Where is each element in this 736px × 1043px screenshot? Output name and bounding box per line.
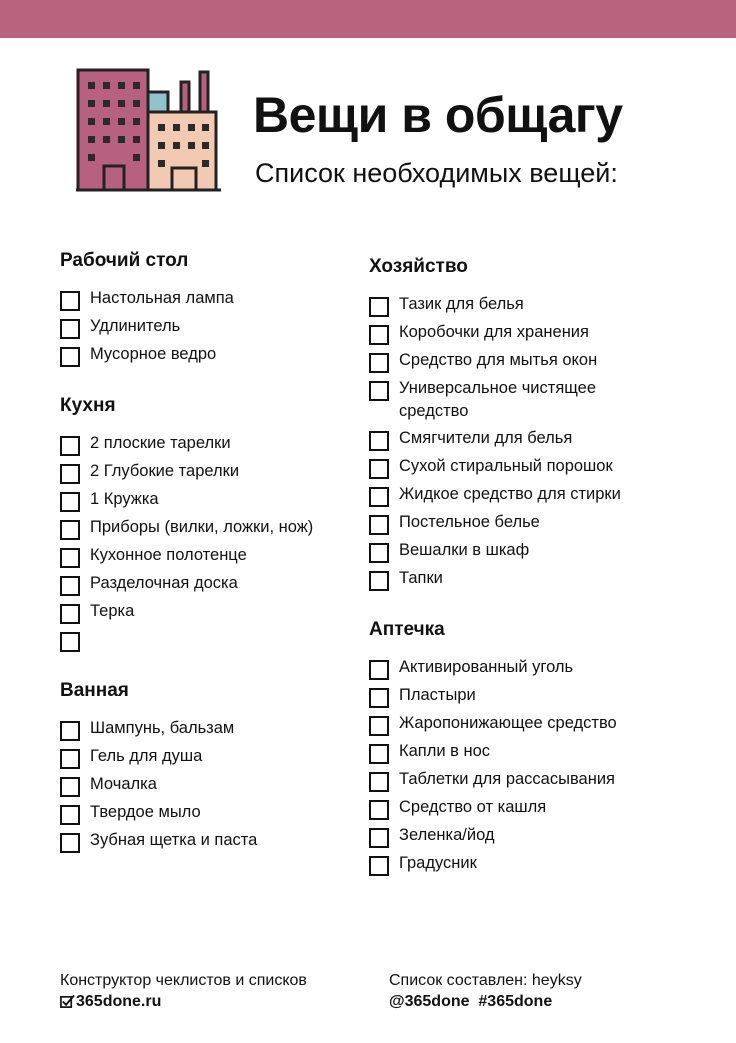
item-label: Кухонное полотенце: [90, 546, 247, 564]
checkbox[interactable]: [60, 347, 80, 367]
checklist-item[interactable]: [60, 435, 380, 456]
section-bathroom: [60, 680, 380, 853]
item-label: Жаропонижающее средство: [399, 714, 617, 732]
section-desk: [60, 250, 380, 367]
section-title: Кухня: [60, 395, 116, 416]
item-label: Зеленка/йод: [399, 826, 495, 844]
item-label: 2 Глубокие тарелки: [90, 462, 240, 480]
checkbox[interactable]: [60, 436, 80, 456]
checklist-item[interactable]: [369, 799, 669, 820]
checklist-item[interactable]: [369, 296, 669, 317]
checklist-item[interactable]: [369, 570, 669, 591]
checklist-item[interactable]: [369, 486, 669, 507]
item-label: Тапки: [399, 569, 443, 587]
checkbox[interactable]: [60, 291, 80, 311]
checkbox[interactable]: [60, 632, 80, 652]
checkbox[interactable]: [60, 805, 80, 825]
item-label: Шампунь, бальзам: [90, 719, 235, 737]
page-title: Вещи в общагу: [253, 87, 623, 143]
checklist-item[interactable]: [369, 687, 669, 708]
checkbox[interactable]: [369, 828, 389, 848]
checklist-item[interactable]: [369, 324, 669, 345]
checkbox[interactable]: [369, 487, 389, 507]
item-label: Универсальное чистящее средство: [399, 379, 597, 420]
checklist-item[interactable]: [60, 491, 380, 512]
checkbox[interactable]: [60, 777, 80, 797]
section-title: Хозяйство: [369, 256, 468, 277]
section-title: Ванная: [60, 680, 129, 701]
checklist-item[interactable]: [369, 855, 669, 876]
section-first-aid: [369, 619, 669, 876]
checklist-item[interactable]: [369, 380, 669, 423]
hashtags: @365done #365done: [389, 993, 553, 1010]
page-subtitle: Список необходимых вещей:: [255, 158, 618, 188]
item-label: 1 Кружка: [90, 490, 159, 508]
item-label: Настольная лампа: [90, 289, 234, 307]
checklist-item[interactable]: [369, 430, 669, 451]
section-title: Рабочий стол: [60, 250, 189, 271]
left-column: [60, 250, 380, 881]
item-label: Зубная щетка и паста: [90, 831, 258, 849]
checkbox[interactable]: [369, 459, 389, 479]
checklist-item[interactable]: [60, 346, 380, 367]
site-link[interactable]: [60, 991, 307, 1012]
checkbox[interactable]: [369, 772, 389, 792]
item-label: Постельное белье: [399, 513, 540, 531]
checkbox[interactable]: [60, 576, 80, 596]
checkbox[interactable]: [369, 325, 389, 345]
checkbox[interactable]: [369, 515, 389, 535]
checklist-item[interactable]: [60, 776, 380, 797]
checkbox[interactable]: [60, 833, 80, 853]
item-label: Гель для душа: [90, 747, 203, 765]
checkbox[interactable]: [60, 319, 80, 339]
checklist-item[interactable]: [60, 603, 380, 624]
item-label: Активированный уголь: [399, 658, 574, 676]
checkbox[interactable]: [369, 856, 389, 876]
item-label: Капли в нос: [399, 742, 491, 760]
checklist-item[interactable]: [60, 547, 380, 568]
item-label: Жидкое средство для стирки: [399, 485, 621, 503]
checklist-item[interactable]: [369, 458, 669, 479]
checkbox[interactable]: [369, 571, 389, 591]
item-label: Сухой стиральный порошок: [399, 457, 613, 475]
item-label: Таблетки для рассасывания: [399, 770, 615, 788]
item-label: 2 плоские тарелки: [90, 434, 231, 452]
item-label: Тазик для белья: [399, 295, 524, 313]
checklist-item[interactable]: [369, 542, 669, 563]
checklist-item[interactable]: [60, 463, 380, 484]
checkbox[interactable]: [369, 543, 389, 563]
checklist-item[interactable]: [369, 514, 669, 535]
section-household: [369, 256, 669, 591]
checklist-item[interactable]: [60, 318, 380, 339]
item-label: Средство от кашля: [399, 798, 547, 816]
checklist-item[interactable]: [369, 352, 669, 373]
checkbox[interactable]: [60, 721, 80, 741]
checkbox[interactable]: [60, 464, 80, 484]
item-label: Твердое мыло: [90, 803, 201, 821]
footer-caption: Конструктор чеклистов и списков: [60, 972, 307, 989]
top-accent-bar: [0, 0, 736, 38]
checkbox[interactable]: [60, 520, 80, 540]
item-label: Градусник: [399, 854, 477, 872]
checkmark-box-icon: [60, 994, 75, 1009]
footer-left: [60, 970, 307, 1012]
checkbox[interactable]: [60, 604, 80, 624]
checklist-item[interactable]: [60, 804, 380, 825]
item-label: Мусорное ведро: [90, 345, 217, 363]
checklist-item[interactable]: [60, 720, 380, 741]
dormitory-building-icon: [76, 68, 221, 194]
checklist-item[interactable]: [60, 290, 380, 311]
section-kitchen: [60, 395, 380, 652]
checklist-item[interactable]: [369, 743, 669, 764]
item-label: Приборы (вилки, ложки, нож): [90, 518, 314, 536]
checkbox[interactable]: [60, 749, 80, 769]
checklist-item[interactable]: [60, 519, 380, 540]
checklist-item[interactable]: [60, 575, 380, 596]
item-label: Средство для мытья окон: [399, 351, 598, 369]
checklist-item[interactable]: [369, 827, 669, 848]
author-credit: Список составлен: heyksy: [389, 972, 582, 989]
checkbox[interactable]: [369, 688, 389, 708]
item-label: Коробочки для хранения: [399, 323, 589, 341]
item-label: Разделочная доска: [90, 574, 238, 592]
checklist-item[interactable]: [60, 832, 380, 853]
checkbox[interactable]: [369, 431, 389, 451]
item-label: Удлинитель: [90, 317, 181, 335]
checkbox[interactable]: [369, 381, 389, 401]
item-label: Вешалки в шкаф: [399, 541, 530, 559]
checkbox[interactable]: [60, 548, 80, 568]
checkbox[interactable]: [369, 744, 389, 764]
section-title: Аптечка: [369, 619, 445, 640]
site-label: 365done.ru: [76, 993, 162, 1010]
checklist-item[interactable]: [369, 771, 669, 792]
item-label: Мочалка: [90, 775, 157, 793]
item-label: Терка: [90, 602, 135, 620]
item-label: Смягчители для белья: [399, 429, 573, 447]
footer-right: [389, 970, 582, 1012]
checklist-item[interactable]: [60, 748, 380, 769]
checkbox[interactable]: [369, 660, 389, 680]
checkbox[interactable]: [369, 800, 389, 820]
item-label: Пластыри: [399, 686, 476, 704]
checklist-item[interactable]: [369, 715, 669, 736]
right-column: [369, 256, 669, 904]
checklist-item[interactable]: [369, 659, 669, 680]
checkbox[interactable]: [369, 297, 389, 317]
checkbox[interactable]: [369, 353, 389, 373]
checklist-item-empty[interactable]: [60, 631, 380, 652]
checkbox[interactable]: [369, 716, 389, 736]
checkbox[interactable]: [60, 492, 80, 512]
